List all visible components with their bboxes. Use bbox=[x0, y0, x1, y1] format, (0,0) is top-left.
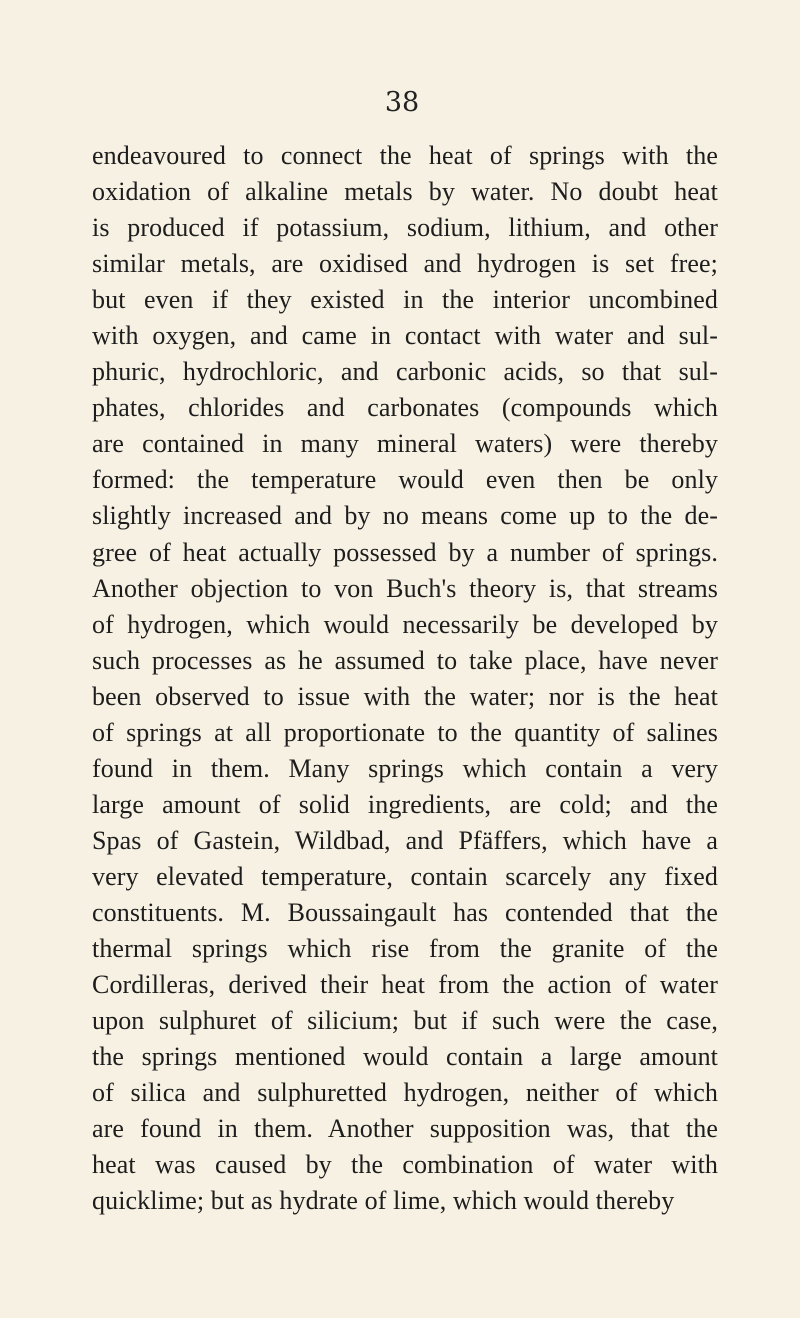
text-line: been observed to issue with the water; nor is the heat bbox=[92, 681, 718, 711]
text-line: of hydrogen, which would necessarily be developed by bbox=[92, 609, 718, 639]
text-line: are found in them. Another supposition was, that the bbox=[92, 1114, 718, 1144]
text-line: slightly increased and by no means come up to the de- bbox=[92, 501, 718, 531]
text-line: quicklime; but as hydrate of lime, which would thereby bbox=[92, 1186, 675, 1216]
text-line: endeavoured to connect the heat of springs with the bbox=[92, 141, 718, 170]
text-line: gree of heat actually possessed by a number of springs. bbox=[92, 537, 718, 567]
text-line: phuric, hydrochloric, and carbonic acids, so that sul- bbox=[92, 357, 718, 387]
text-line: is produced if potassium, sodium, lithium, and other bbox=[92, 213, 718, 243]
text-line: oxidation of alkaline metals by water. No doubt heat bbox=[92, 177, 718, 207]
text-line: Cordilleras, derived their heat from the action of water bbox=[92, 970, 718, 1000]
text-line: similar metals, are oxidised and hydrogen is set free; bbox=[92, 249, 718, 279]
text-line: formed: the temperature would even then be only bbox=[92, 465, 718, 495]
page-number: 38 bbox=[384, 87, 420, 118]
text-line: thermal springs which rise from the granite of the bbox=[92, 934, 718, 964]
text-line: found in them. Many springs which contain a very bbox=[92, 753, 718, 783]
text-line: are contained in many mineral waters) were thereby bbox=[92, 429, 718, 459]
text-line: very elevated temperature, contain scarcely any fixed bbox=[92, 861, 718, 891]
text-line: phates, chlorides and carbonates (compounds which bbox=[92, 393, 718, 423]
body-text bbox=[92, 138, 718, 1219]
text-line: with oxygen, and came in contact with water and sul- bbox=[92, 321, 718, 351]
text-line: constituents. M. Boussaingault has contended that the bbox=[92, 897, 718, 927]
text-line: the springs mentioned would contain a large amount bbox=[92, 1042, 718, 1072]
text-line: heat was caused by the combination of water with bbox=[92, 1150, 718, 1180]
text-line: of silica and sulphuretted hydrogen, neither of which bbox=[92, 1078, 718, 1108]
text-line: such processes as he assumed to take place, have never bbox=[92, 645, 718, 675]
text-line: Another objection to von Buch's theory is, that streams bbox=[92, 573, 718, 603]
text-line: of springs at all proportionate to the quantity of salines bbox=[92, 717, 718, 747]
text-line: but even if they existed in the interior uncombined bbox=[92, 285, 718, 315]
text-line: upon sulphuret of silicium; but if such were the case, bbox=[92, 1006, 718, 1036]
text-line: large amount of solid ingredients, are cold; and the bbox=[92, 789, 718, 819]
text-line: Spas of Gastein, Wildbad, and Pfäffers, which have a bbox=[92, 825, 718, 855]
